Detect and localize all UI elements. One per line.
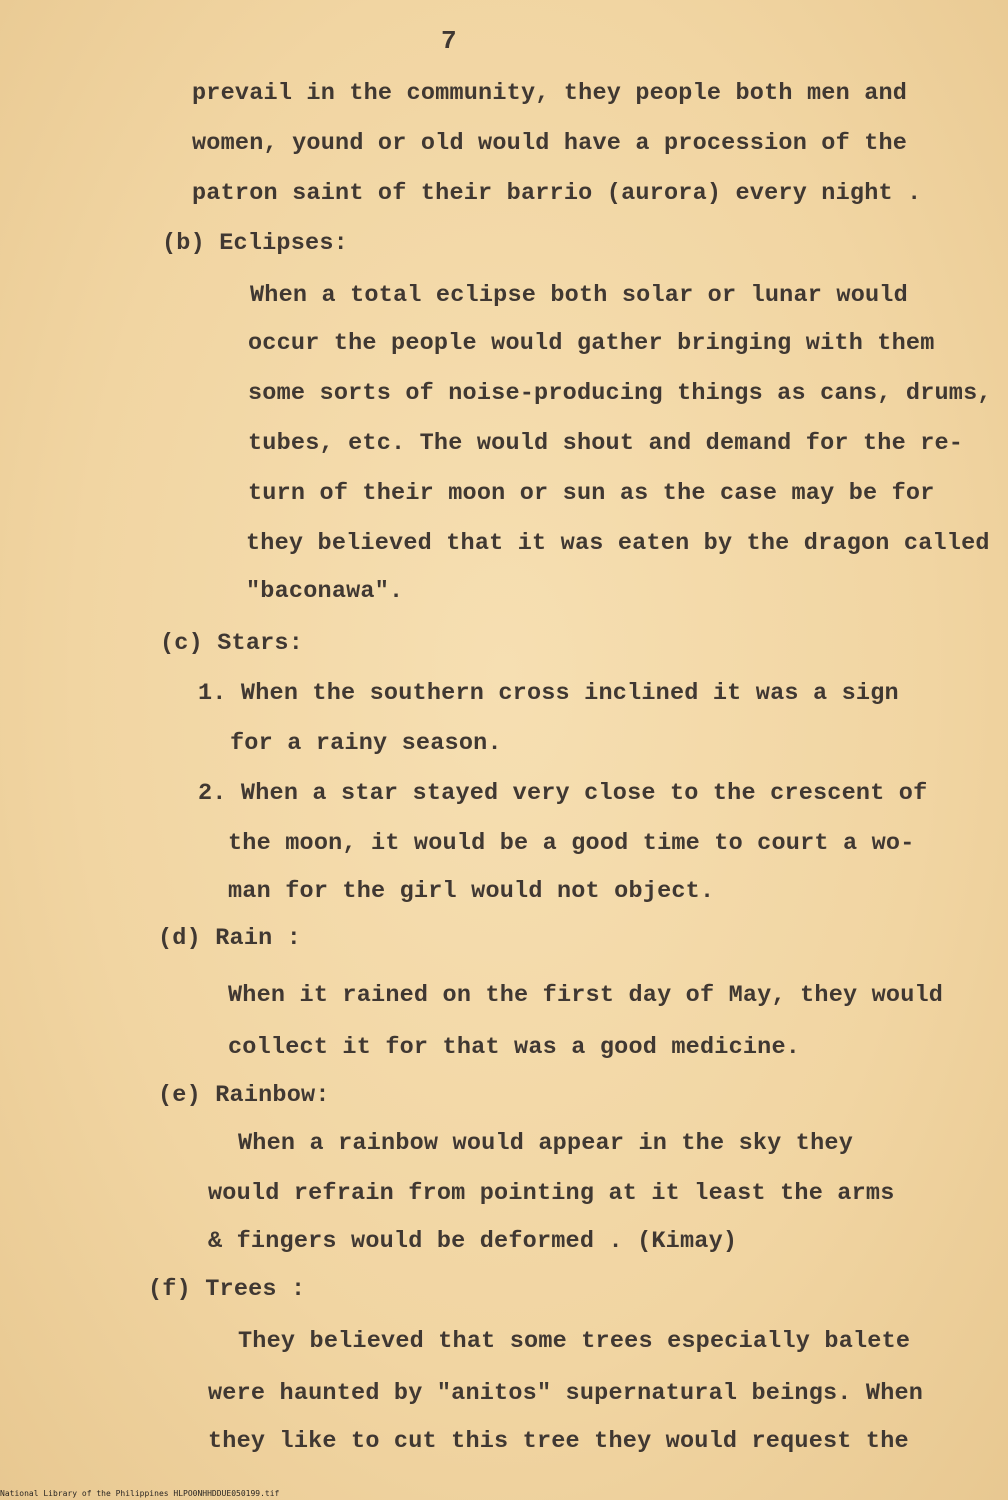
text-line: & fingers would be deformed . (Kimay) bbox=[208, 1228, 738, 1255]
text-line: When a total eclipse both solar or lunar would bbox=[250, 282, 908, 309]
text-line: "baconawa". bbox=[246, 578, 404, 605]
text-line: were haunted by "anitos" supernatural beings. When bbox=[208, 1380, 924, 1407]
list-item: 2. When a star stayed very close to the crescent of bbox=[198, 780, 928, 807]
section-heading-rain: (d) Rain : bbox=[158, 925, 302, 952]
text-line: turn of their moon or sun as the case may be for bbox=[248, 480, 935, 507]
text-line: They believed that some trees especially balete bbox=[238, 1328, 911, 1355]
text-line: man for the girl would not object. bbox=[228, 878, 715, 905]
text-line: they like to cut this tree they would request the bbox=[208, 1428, 909, 1455]
text-line: the moon, it would be a good time to court a wo- bbox=[228, 830, 915, 857]
text-line: prevail in the community, they people both men and bbox=[192, 80, 908, 107]
section-heading-trees: (f) Trees : bbox=[148, 1276, 306, 1303]
text-line: patron saint of their barrio (aurora) every night . bbox=[192, 180, 922, 207]
text-line: would refrain from pointing at it least the arms bbox=[208, 1180, 895, 1207]
text-line: occur the people would gather bringing with them bbox=[248, 330, 935, 357]
text-line: collect it for that was a good medicine. bbox=[228, 1034, 801, 1061]
section-heading-stars: (c) Stars: bbox=[160, 630, 304, 657]
scan-footer: National Library of the Philippines HLPO0NHHDDUE050199.tif bbox=[0, 1489, 280, 1498]
text-line: When a rainbow would appear in the sky they bbox=[238, 1130, 853, 1157]
text-line: When it rained on the first day of May, they would bbox=[228, 982, 944, 1009]
section-heading-eclipses: (b) Eclipses: bbox=[162, 230, 348, 257]
section-heading-rainbow: (e) Rainbow: bbox=[158, 1082, 330, 1109]
text-line: women, yound or old would have a procession of the bbox=[192, 130, 908, 157]
text-line: tubes, etc. The would shout and demand for the re- bbox=[248, 430, 964, 457]
text-line: they believed that it was eaten by the dragon called bbox=[246, 530, 990, 557]
text-line: for a rainy season. bbox=[230, 730, 502, 757]
page-number: 7 bbox=[441, 26, 457, 56]
list-item: 1. When the southern cross inclined it was a sign bbox=[198, 680, 899, 707]
text-line: some sorts of noise-producing things as cans, drums, bbox=[248, 380, 992, 407]
